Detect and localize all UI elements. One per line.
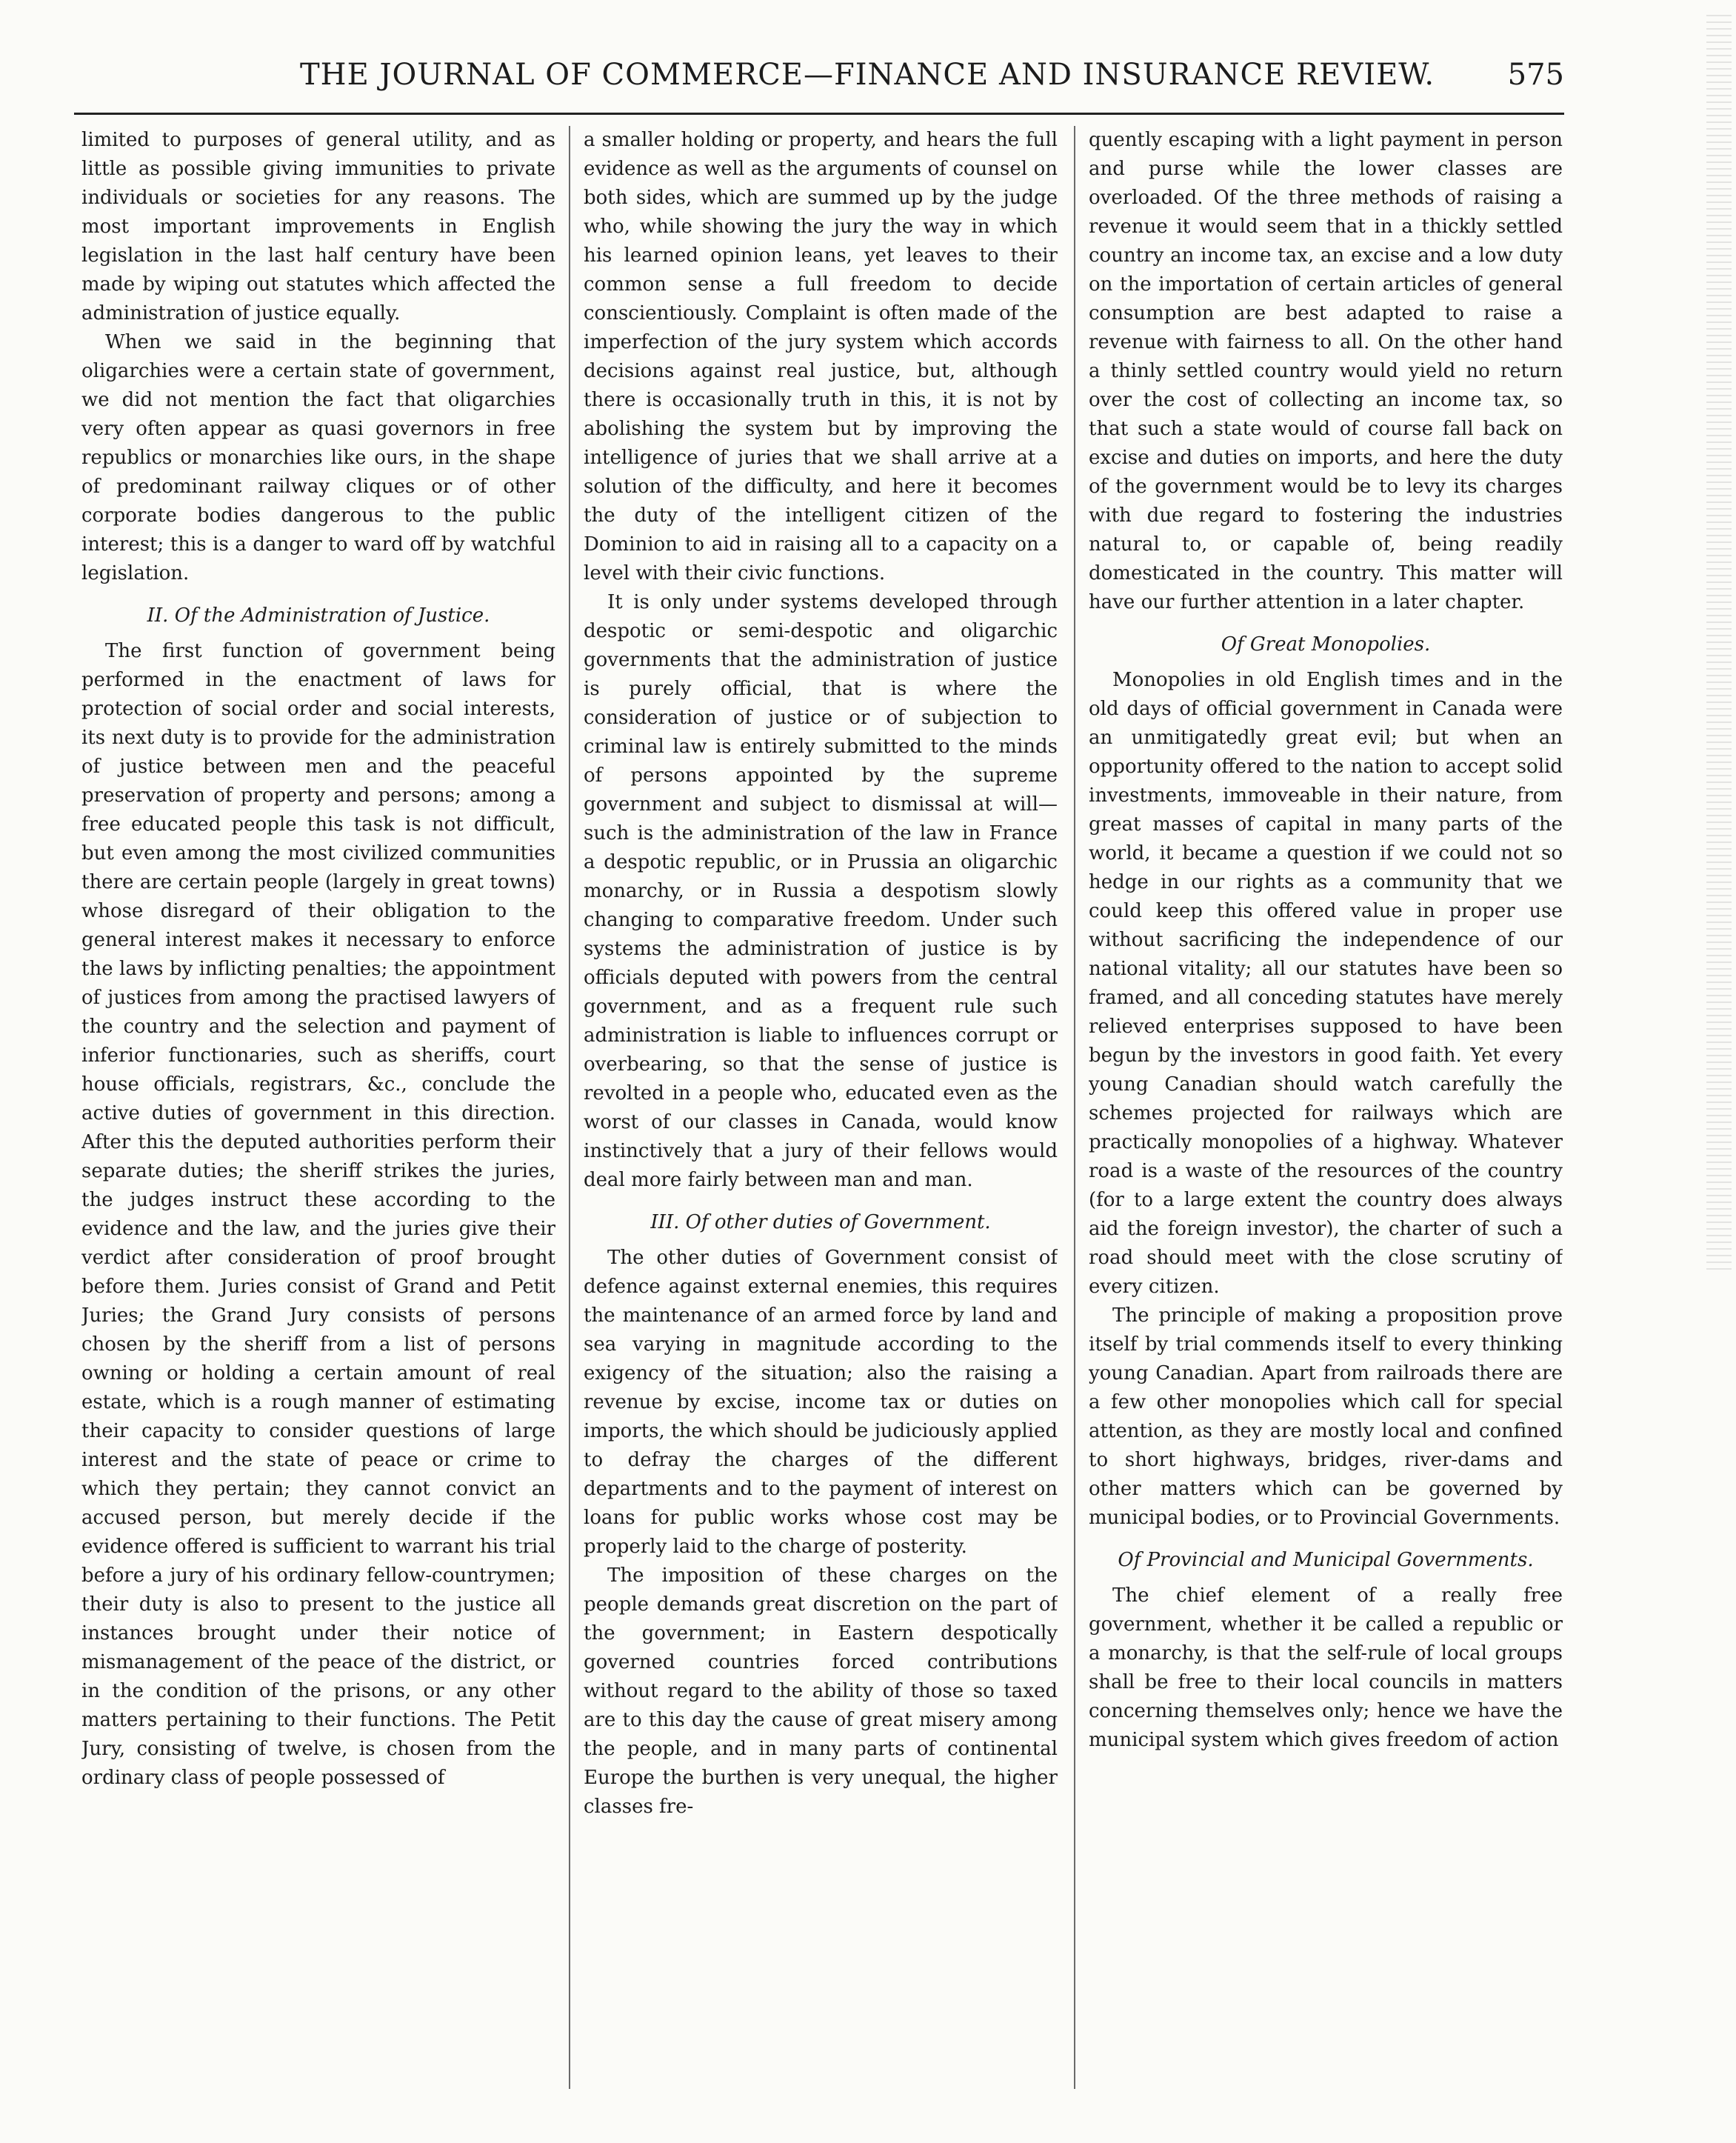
- column-divider-2: [1074, 126, 1075, 2089]
- column-2: [584, 126, 1058, 2082]
- paragraph: It is only under systems developed through despotic or semi-despotic and oligarchic governments that the administration of justice is purely official, that is where the consideration of justice or of subjection to criminal law is entirely submitted to the minds of persons appointed by the supreme government and subject to dismissal at will—such is the administration of the law in France a despotic republic, or in Prussia an oligarchic monarchy, or in Russia a despotism slowly changing to comparative freedom. Under such systems the administration of justice is by officials deputed with powers from the central government, and as a frequent rule such administration is liable to influences corrupt or overbearing, so that the sense of justice is revolted in a people who, educated even as the worst of our classes in Canada, would know instinctively that a jury of their fellows would deal more fairly between man and man.: [584, 591, 1058, 1191]
- header-rule: [74, 113, 1564, 115]
- paragraph: When we said in the beginning that oligarchies were a certain state of government, we did not mention the fact that oligarchies very often appear as quasi governors in free republics or monarchies like ours, in the shape of predominant railway cliques or of other corporate bodies dangerous to the public interest; this is a danger to ward off by watchful legislation.: [81, 331, 555, 584]
- page-number: 575: [1507, 58, 1564, 92]
- journal-title: THE JOURNAL OF COMMERCE—FINANCE AND INSURANCE REVIEW.: [300, 58, 1435, 92]
- column-3: [1089, 126, 1563, 2082]
- section-heading: III. Of other duties of Government.: [650, 1211, 991, 1233]
- paragraph: quently escaping with a light payment in person and purse while the lower classes are overloaded. Of the three methods of raising a revenue it would seem that in a thickly settled country an income tax, an excise and a low duty on the importation of certain articles of general consumption are best adapted to raise a revenue with fairness to all. On the other hand a thinly settled country would yield no return over the cost of collecting an income tax, so that such a state would of course fall back on excise and duties on imports, and here the duty of the government would be to levy its charges with due regard to fostering the industries natural to, or capable of, being readily domesticated in the country. This matter will have our further attention in a later chapter.: [1089, 129, 1563, 613]
- paragraph: The chief element of a really free government, whether it be called a republic or a monarchy, is that the self-rule of local groups shall be free to their local councils in matters concerning themselves only; hence we have the municipal system which gives freedom of action: [1089, 1584, 1563, 1751]
- paragraph: The imposition of these charges on the people demands great discretion on the part of the government; in Eastern despotically governed countries forced contributions without regard to the ability of those so taxed are to this day the cause of great misery among the people, and in many parts of continental Europe the burthen is very unequal, the higher classes fre-: [584, 1564, 1058, 1818]
- paragraph: The first function of government being performed in the enactment of laws for protection of social order and social interests, its next duty is to provide for the administration of justice between men and the peaceful preservation of property and persons; among a free educated people this task is not difficult, but even among the most civilized communities there are certain people (largely in great towns) whose disregard of their obligation to the general interest makes it necessary to enforce the laws by inflicting penalties; the appointment of justices from among the practised lawyers of the country and the selection and payment of inferior functionaries, such as sheriffs, court house officials, registrars, &c., conclude the active duties of government in this direction. After this the deputed authorities perform their separate duties; the sheriff strikes the juries, the judges instruct these according to the evidence and the law, and the juries give their verdict after consideration of proof brought before them. Juries consist of Grand and Petit Juries; the Grand Jury consists of persons chosen by the sheriff from a list of persons owning or holding a certain amount of real estate, which is a rough manner of estimating their capacity to consider questions of large interest and the state of peace or crime to which they pertain; they cannot convict an accused person, but merely decide if the evidence offered is sufficient to warrant his trial before a jury of his ordinary fellow-countrymen; their duty is also to present to the justice all instances brought under their notice of mismanagement of the peace of the district, or in the condition of the prisons, or any other matters pertaining to their functions. The Petit Jury, consisting of twelve, is chosen from the ordinary class of people possessed of: [81, 640, 555, 1789]
- column-1: [81, 126, 555, 2082]
- paragraph: The principle of making a proposition prove itself by trial commends itself to every thinking young Canadian. Apart from railroads there are a few other monopolies which call for special attention, as they are mostly local and confined to short highways, bridges, river-dams and other matters which can be governed by municipal bodies, or to Provincial Governments.: [1089, 1304, 1563, 1529]
- page-edge-smudge: [1706, 15, 1732, 1274]
- column-divider-1: [569, 126, 570, 2089]
- running-header: [74, 58, 1564, 102]
- section-heading: Of Great Monopolies.: [1221, 633, 1431, 656]
- paragraph: a smaller holding or property, and hears the full evidence as well as the arguments of counsel on both sides, which are summed up by the judge who, while showing the jury the way in which his learned opinion leans, yet leaves to their common sense a full freedom to decide conscientiously. Complaint is often made of the imperfection of the jury system which accords decisions against real justice, but, although there is occasionally truth in this, it is not by abolishing the system but by improving the intelligence of juries that we shall arrive at a solution of the difficulty, and here it becomes the duty of the intelligent citizen of the Dominion to aid in raising all to a capacity on a level with their civic functions.: [584, 129, 1058, 584]
- paragraph: limited to purposes of general utility, and as little as possible giving immunities to private individuals or societies for any reasons. The most important improvements in English legislation in the last half century have been made by wiping out statutes which affected the administration of justice equally.: [81, 129, 555, 324]
- section-heading: Of Provincial and Municipal Governments.: [1118, 1549, 1534, 1571]
- paragraph: Monopolies in old English times and in the old days of official government in Canada were an unmitigatedly great evil; but when an opportunity offered to the nation to accept solid investments, immoveable in their nature, from great masses of capital in many parts of the world, it became a question if we could not so hedge in our rights as a community that we could keep this offered value in proper use without sacrificing the independence of our national vitality; all our statutes have been so framed, and all conceding statutes have merely relieved enterprises supposed to have been begun by the investors in good faith. Yet every young Canadian should watch carefully the schemes projected for railways which are practically monopolies of a highway. Whatever road is a waste of the resources of the country (for to a large extent the country does always aid the foreign investor), the charter of such a road should meet with the close scrutiny of every citizen.: [1089, 669, 1563, 1298]
- paragraph: The other duties of Government consist of defence against external enemies, this requires the maintenance of an armed force by land and sea varying in magnitude according to the exigency of the situation; also the raising a revenue by excise, income tax or duties on imports, the which should be judiciously applied to defray the charges of the different departments and to the payment of interest on loans for public works whose cost may be properly laid to the charge of posterity.: [584, 1247, 1058, 1558]
- section-heading: II. Of the Administration of Justice.: [147, 604, 490, 627]
